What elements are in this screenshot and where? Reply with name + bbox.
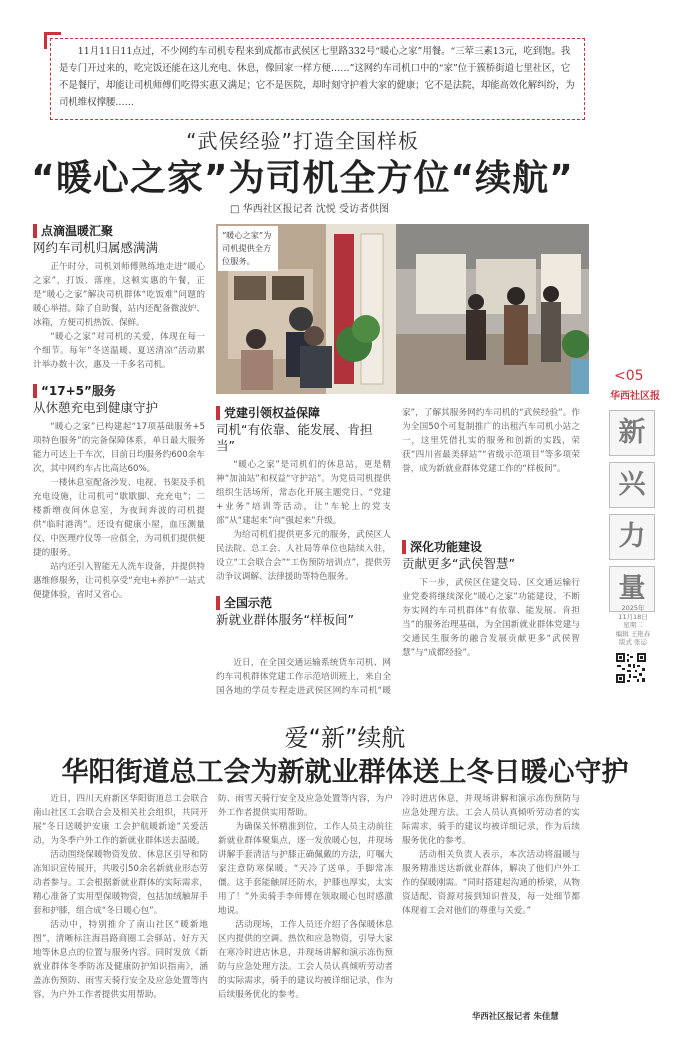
article1-column-3 [402, 540, 580, 660]
article1-subtitle: “武侯经验”打造全国样板 [186, 129, 419, 153]
article2-byline: 华西社区报记者 朱佳慧 [472, 1011, 559, 1021]
paragraph: 近日，四川天府新区华阳街道总工会联合南山社区工会联合会及相关社会组织，共同开展“冬日送暖护安康 工会护航暖新途”关爱活动，为冬季户外工作的新就业群体送去温暖。 [33, 794, 208, 846]
section-sub: 司机“有依靠、能发展、肯担当” [216, 422, 373, 453]
column-char: 新 [609, 410, 655, 456]
date-line: 编辑 王艳春 [615, 629, 651, 638]
date-line: 版式 张运 [618, 638, 648, 646]
date-line: 星期二 [623, 621, 643, 629]
section-sub: 网约车司机归属感满满 [33, 240, 159, 255]
paragraph: “暖心之家”对司机的关爱，体现在每一个细节。每年“冬送温暖、夏送清凉”活动累计举办数十次，惠及一千多名司机。 [33, 332, 205, 370]
paragraph: 正午时分，司机刘师傅熟练地走进“暖心之家”，打饭、落座，这顿实惠的午餐，正是“暖心之家”解决司机群体“吃饭难”问题的暖心举措。除了自助餐，站内还配备微波炉、冰箱，方便司机热饭、保鲜。 [33, 262, 205, 328]
article2-subtitle: 爱“新”续航 [284, 724, 406, 752]
paragraph: 活动中，特别推介了南山社区“暖新地图”，清晰标注海昌路商圈工会驿站、好方天地等休息点的位置与服务内容。同时发放《新就业群体冬季防冻及健康防护知识指南》，涵盖冻伤预防、雨雪天骑行安全及应急处置等内容，为户外工作者提供实用帮助。 [33, 920, 208, 1000]
paragraph: 家”，了解其服务网约车司机的“武侯经验”。作为全国50个可复制推广的出租汽车司机小站之一，这里凭借扎实的服务和创新的实践，荣获“四川省最美驿站”“省级示范项目”等多项荣誉，成为新就业群体党建工作的“样板间”。 [402, 408, 580, 474]
article1-column-1 [33, 224, 205, 602]
paragraph: 站内还引入智能无人洗车设备，并提供特惠维修服务，让司机享受“充电+养护”一站式便捷体验，省时又省心。 [33, 562, 205, 600]
brand-label: 华西社区报 [610, 391, 660, 402]
article2-column-1 [33, 792, 208, 1004]
paragraph: 下一步，武侯区住建交局、区交通运输行业党委将继续深化“暖心之家”功能建设，不断夯实网约车司机群体“有依靠、能发展、肯担当”的服务治理基础，为全国新就业群体党建与交通民生服务的融合发展贡献更多“武侯智慧”与“成都经验”。 [402, 578, 580, 658]
section-head: 全国示范 [216, 596, 391, 610]
paragraph: 为给司机们提供更多元的服务，武侯区人民法院、总工会、人社局等单位也陆续入驻，设立“工会联合会”“工伤预防培训点”，提供劳动争议调解、法律援助等特色服务。 [216, 530, 391, 582]
section-head: 点滴温暖汇聚 [33, 224, 205, 238]
paragraph: 活动相关负责人表示，本次活动将温暖与服务精准送达新就业群体，解决了他们户外工作的保暖刚需。“同时搭建起沟通的桥梁，从物资适配、资源对接到知识普及，每一处细节都体现着工会对他们的尊重与关爱。” [402, 850, 580, 916]
column-char: 量 [609, 566, 655, 612]
column-char: 兴 [609, 462, 655, 508]
article2-column-3 [402, 792, 580, 1004]
date-block [610, 604, 656, 647]
article1-column-3-top [402, 406, 580, 532]
column-char: 力 [609, 514, 655, 560]
paragraph: 一楼休息室配备沙发、电视、书架及手机充电设施，让司机可“歇歇脚、充充电”；二楼新增夜间休息室，为夜间奔波的司机提供“临时港湾”。还设有健康小屋，血压测量仪、中医理疗仪等一应俱全，为司机们提供便捷的服务。 [33, 478, 205, 558]
article1-column-2 [216, 406, 391, 628]
article2-title: 华阳街道总工会为新就业群体送上冬日暖心守护 [61, 757, 629, 788]
article1-title: “暖心之家”为司机全方位“续航” [31, 158, 574, 199]
paragraph: 近日，在全国交通运输系统货车司机、网约车司机群体党建工作示范培训班上，来自全国各地的学员专程走进武侯区网约车司机“暖 [216, 658, 391, 696]
article1-column-2-continued [216, 656, 391, 698]
section-sub: 新就业群体服务“样板间” [216, 612, 354, 627]
section-head: 深化功能建设 [402, 540, 580, 554]
date-line: 11月18日 [618, 612, 648, 621]
paragraph: 活动围绕保暖物资发放、休息区引导和防冻知识宣传展开，共吸引50余名新就业形态劳动者参与。工会根据新就业群体的实际需求，精心准备了实用型保暖物资，包括加绒触屏手套和护膝，组合成“冬日暖心包”。 [33, 850, 208, 916]
section-head: “17+5”服务 [33, 384, 205, 398]
section-sub: 贡献更多“武侯智慧” [402, 556, 515, 571]
intro-box: 11月11日11点过，不少网约车司机专程来到成都市武侯区七里路332号“暖心之家”用餐。“三荤三素13元，吃到饱。我是专门开过来的，吃完饭还能在这儿充电、休息，像回家一样方便……”这网约车司机口中的“家”位于簇桥街道七里社区，它不是餐厅，却能让司机师傅们吃得实惠又满足；它不是医院，却时刻守护着大家的健康；它不是法院，却能高效化解纠纷，为司机维权撑腰…… [50, 38, 585, 120]
section-head: 党建引领权益保障 [216, 406, 391, 420]
paragraph: 活动现场，工作人员还介绍了各保暖休息区内提供的空调、热饮和应急物资，引导大家在寒冷时进店休息，并现场讲解和演示冻伤预防与应急处理方法。工会人员认真倾听劳动者的实际需求，骑手的建议均被详细记录，作为后续服务优化的参考。 [218, 920, 393, 1000]
paragraph: “暖心之家”已构建起“17项基础服务+5项特色服务”的完备保障体系，单日最大服务能力可达上千车次，目前日均服务约600余车次，其中网约车占比高达60%。 [33, 422, 205, 474]
article2-column-2 [218, 792, 393, 1004]
paragraph: 防、雨雪天骑行安全及应急处置等内容，为户外工作者提供实用帮助。 [218, 794, 393, 818]
section-sub: 从休憩充电到健康守护 [33, 400, 159, 415]
column-name [609, 410, 657, 618]
photo-caption: “暖心之家”为司机提供全方位服务。 [218, 226, 278, 271]
page-number: <05 [614, 368, 644, 384]
paragraph: 为确保关怀精准到位，工作人员主动前往新就业群体聚集点，逐一发放暖心包，并现场讲解手套清洁与护膝正确佩戴的方法，叮嘱大家注意防寒保暖。“天冷了送单，手脚常冻僵。这手套能触屏还防水，护膝也厚实，太实用了！”外卖骑手李师傅在领取暖心包时感激地说。 [218, 822, 393, 916]
qr-code-icon[interactable] [615, 652, 647, 684]
paragraph: “暖心之家”是司机们的休息站，更是精神“加油站”和权益“守护站”。为党员司机提供组织生活场所，常态化开展主题党日、“党建+业务”培训等活动，让“车轮上的党支部”从“建起来”向“强起来”升级。 [216, 460, 391, 526]
paragraph: 冷时进店休息，并现场讲解和演示冻伤预防与应急处理方法。工会人员认真倾听劳动者的实际需求，骑手的建议均被详细记录，作为后续服务优化的参考。 [402, 794, 580, 846]
article1-byline: □ 华西社区报记者 沈悦 受访者供图 [230, 204, 389, 215]
date-line: 2025年 [621, 604, 645, 612]
